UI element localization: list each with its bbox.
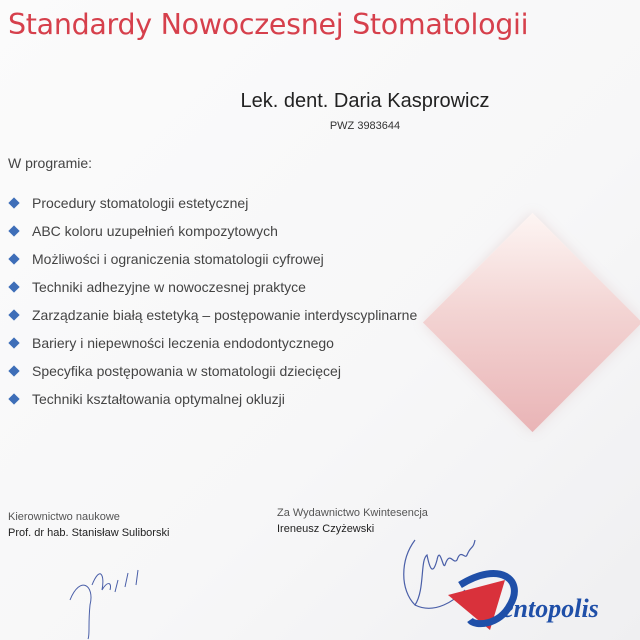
diamond-bullet-icon [8,393,19,404]
program-heading: W programie: [8,155,93,171]
signature-role-publisher: Za Wydawnictwo Kwintesencja [277,507,428,519]
signature-name-publisher: Ireneusz Czyżewski [277,523,375,535]
list-item-label: Bariery i niepewności leczenia endodontycznego [32,335,334,351]
dentopolis-logo [430,555,610,635]
handwritten-signature-1 [60,555,160,640]
logo-text: entopolis [502,594,599,623]
list-item [8,357,417,385]
diamond-bullet-icon [8,337,19,348]
program-list [8,189,417,413]
list-item [8,273,417,301]
list-item-label: Techniki kształtowania optymalnej okluzji [32,391,285,407]
list-item [8,217,417,245]
list-item [8,245,417,273]
diamond-bullet-icon [8,281,19,292]
recipient-name: Lek. dent. Daria Kasprowicz [240,90,490,112]
list-item-label: ABC koloru uzupełnień kompozytowych [32,223,278,239]
certificate-title: Standardy Nowoczesnej Stomatologii [8,8,529,41]
list-item [8,301,417,329]
decorative-diamond [423,213,640,432]
recipient-pwz: PWZ 3983644 [329,120,401,132]
list-item-label: Możliwości i ograniczenia stomatologii cyfrowej [32,251,324,267]
diamond-bullet-icon [8,309,19,320]
list-item [8,385,417,413]
diamond-bullet-icon [8,253,19,264]
signature-name-scientific: Prof. dr hab. Stanisław Suliborski [8,527,170,539]
list-item-label: Techniki adhezyjne w nowoczesnej praktyce [32,279,306,295]
signature-role-scientific: Kierownictwo naukowe [8,511,120,523]
diamond-bullet-icon [8,197,19,208]
list-item [8,189,417,217]
list-item-label: Specyfika postępowania w stomatologii dziecięcej [32,363,341,379]
list-item-label: Procedury stomatologii estetycznej [32,195,249,211]
diamond-bullet-icon [8,225,19,236]
diamond-bullet-icon [8,365,19,376]
list-item-label: Zarządzanie białą estetyką – postępowanie interdyscyplinarne [32,307,418,323]
list-item [8,329,417,357]
